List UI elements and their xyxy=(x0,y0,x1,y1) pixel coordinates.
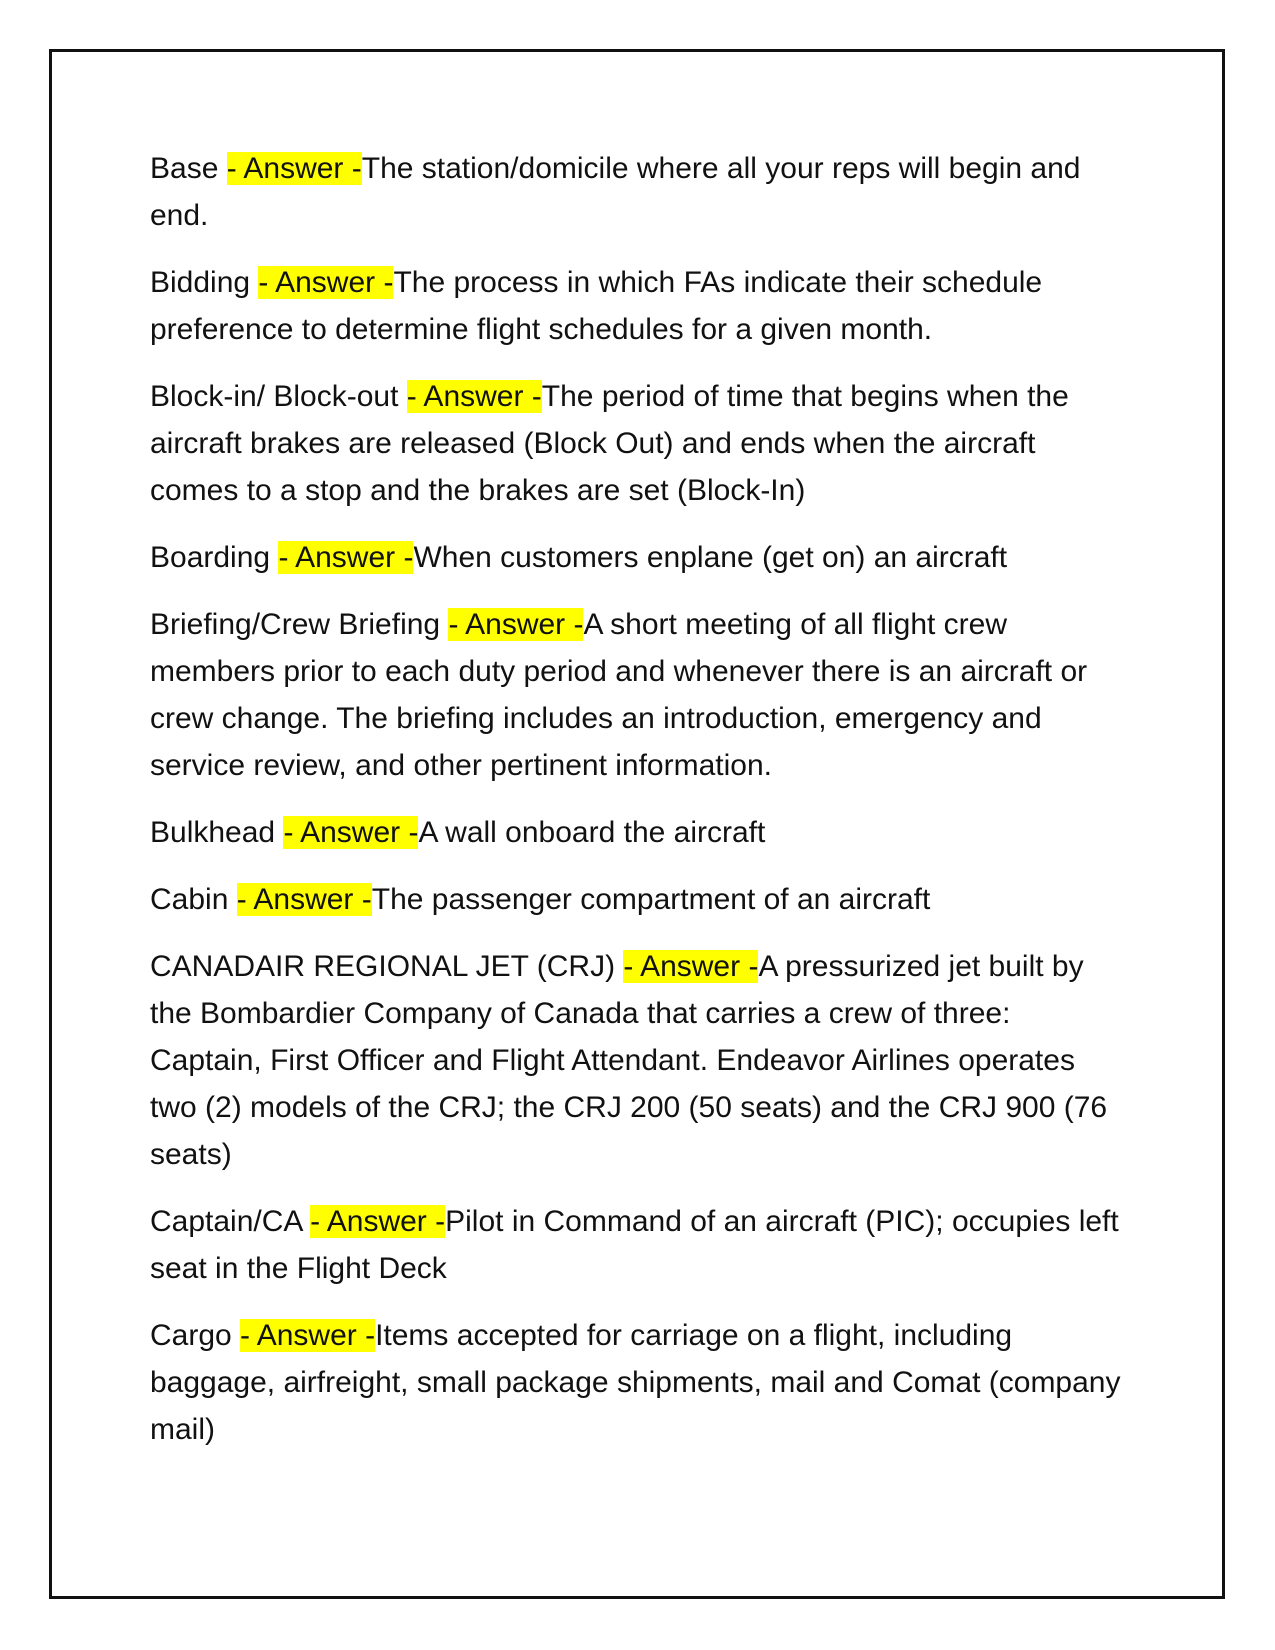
entry-definition: Items accepted for carriage on a flight, including baggage, airfreight, small package shipments, mail and Comat (company mail) xyxy=(150,1319,1121,1446)
entry-term: Briefing/Crew Briefing xyxy=(150,608,449,641)
glossary-entry xyxy=(150,534,1125,581)
entry-definition: The station/domicile where all your reps will begin and end. xyxy=(150,152,1081,232)
glossary-entry xyxy=(150,809,1125,856)
entry-definition: A pressurized jet built by the Bombardier Company of Canada that carries a crew of three: Captain, First Officer and Flight Attendant. Endeavor Airlines operates two (2) models of the CRJ; the CRJ 200 (50 seats) and the CRJ 900 (76 seats) xyxy=(150,950,1108,1171)
entry-term: Base xyxy=(150,152,227,185)
entry-term: Bulkhead xyxy=(150,816,284,849)
answer-marker: - Answer - xyxy=(310,1205,446,1238)
glossary-entry xyxy=(150,145,1125,239)
glossary-entry xyxy=(150,1312,1125,1453)
entry-term: Bidding xyxy=(150,266,259,299)
entry-definition: When customers enplane (get on) an aircraft xyxy=(413,541,1008,574)
glossary-entry xyxy=(150,373,1125,514)
entry-definition: The passenger compartment of an aircraft xyxy=(371,883,931,916)
answer-marker: - Answer - xyxy=(278,541,414,574)
entry-term: CANADAIR REGIONAL JET (CRJ) xyxy=(150,950,624,983)
entry-definition: The period of time that begins when the aircraft brakes are released (Block Out) and ends when the aircraft comes to a stop and the brakes are set (Block-In) xyxy=(150,380,1069,507)
entry-term: Cargo xyxy=(150,1319,241,1352)
answer-marker: - Answer - xyxy=(283,816,419,849)
entry-definition: The process in which FAs indicate their schedule preference to determine flight schedules for a given month. xyxy=(150,266,1043,346)
entry-term: Boarding xyxy=(150,541,279,574)
entry-definition: A short meeting of all flight crew members prior to each duty period and whenever there is an aircraft or crew change. The briefing includes an introduction, emergency and service review, and other pertinent information. xyxy=(150,608,1088,782)
entry-term: Cabin xyxy=(150,883,237,916)
entry-term: Block-in/ Block-out xyxy=(150,380,407,413)
glossary-entry xyxy=(150,876,1125,923)
answer-marker: - Answer - xyxy=(406,380,542,413)
glossary-entry xyxy=(150,259,1125,353)
answer-marker: - Answer - xyxy=(226,152,362,185)
answer-marker: - Answer - xyxy=(623,950,759,983)
entry-definition: Pilot in Command of an aircraft (PIC); occupies left seat in the Flight Deck xyxy=(150,1205,1119,1285)
answer-marker: - Answer - xyxy=(448,608,584,641)
glossary-content xyxy=(150,145,1125,1473)
glossary-entry xyxy=(150,601,1125,789)
entry-definition: A wall onboard the aircraft xyxy=(418,816,766,849)
answer-marker: - Answer - xyxy=(236,883,372,916)
answer-marker: - Answer - xyxy=(240,1319,376,1352)
entry-term: Captain/CA xyxy=(150,1205,311,1238)
glossary-entry xyxy=(150,943,1125,1178)
glossary-entry xyxy=(150,1198,1125,1292)
answer-marker: - Answer - xyxy=(258,266,394,299)
